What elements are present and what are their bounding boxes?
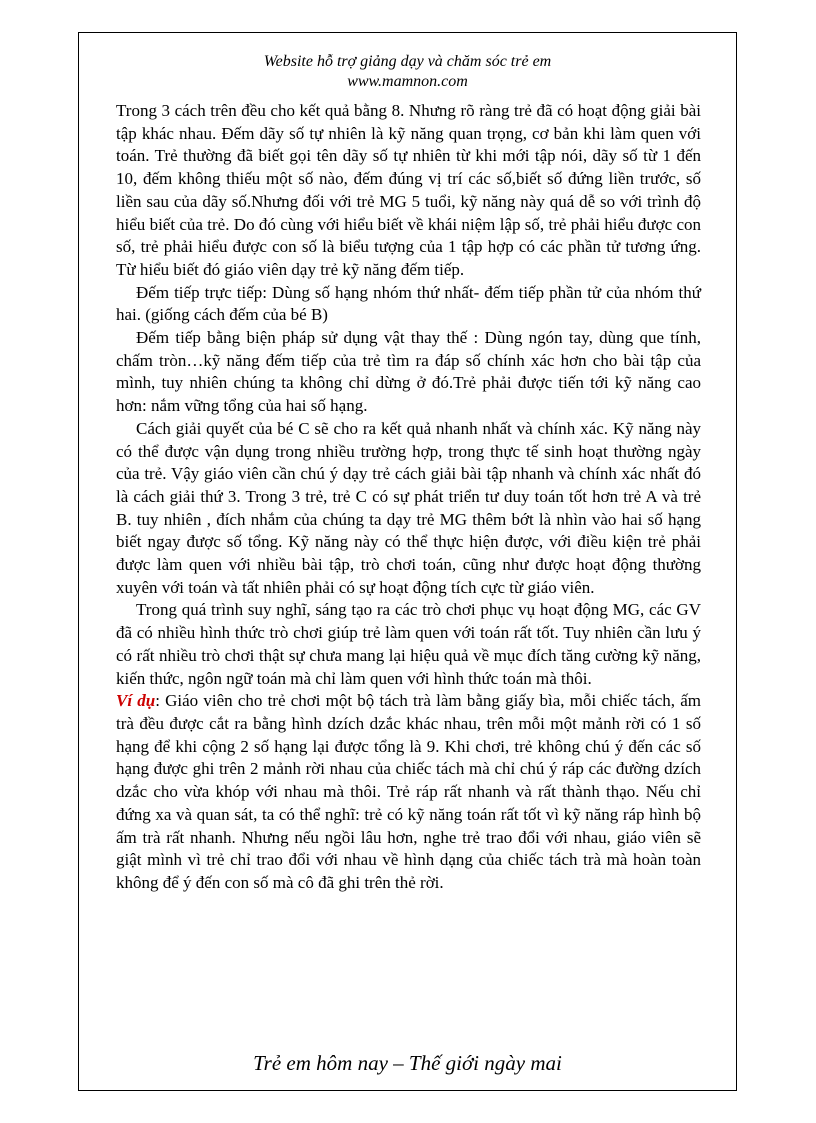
header-site-title: Website hỗ trợ giảng dạy và chăm sóc trẻ em	[263, 53, 552, 70]
paragraph-2: Đếm tiếp trực tiếp: Dùng số hạng nhóm thứ nhất- đếm tiếp phần tử của nhóm thứ hai. (giống cách đếm của bé B)	[116, 282, 701, 325]
paragraph-4: Cách giải quyết của bé C sẽ cho ra kết quả nhanh nhất và chính xác. Kỹ năng này có thể được vận dụng trong nhiều trường hợp, trong thực tế sinh hoạt thường ngày của trẻ. Vậy giáo viên cần chú ý dạy trẻ cách giải bài tập nhanh và chính xác nhất đó là cách giải thứ 3. Trong 3 trẻ, trẻ C có sự phát triển tư duy toán tốt hơn trẻ A và trẻ B. tuy nhiên , đích nhắm của chúng ta dạy trẻ MG thêm bớt là nhìn vào hai số hạng biết ngay được số tổng. Kỹ năng này có thể thực hiện được, với điều kiện trẻ phải được làm quen với nhiều bài tập, trò chơi toán, cũng như được hoạt động thường xuyên với toán và tất nhiên phải có sự hoạt động tích cực từ giáo viên.	[116, 418, 701, 597]
page-footer: Trẻ em hôm nay – Thế giới ngày mai	[253, 1051, 562, 1075]
page-header	[78, 52, 737, 92]
example-text: : Giáo viên cho trẻ chơi một bộ tách trà làm bằng giấy bìa, mỗi chiếc tách, ấm trà đều được cắt ra bằng hình dzích dzắc khác nhau, trên mỗi một mảnh rời có 1 số hạng để khi cộng 2 số hạng lại được tổng là 9. Khi chơi, trẻ không chú ý đến các số hạng được ghi trên 2 mảnh rời nhau của chiếc tách mà chỉ chú ý ráp các đường dzích dzắc cho vừa khóp với nhau mà thôi. Trẻ ráp rất nhanh và rất thành thạo. Nếu chỉ đứng xa và quan sát, ta có thể nghĩ: trẻ có kỹ năng toán rất tốt vì kỹ năng ráp hình bộ ấm trà rất nhanh. Nhưng nếu ngồi lâu hơn, nghe trẻ trao đổi với nhau, giáo viên sẽ giật mình vì trẻ chỉ trao đổi với nhau về hình dạng của chiếc tách trà mà hoàn toàn không để ý đến con số mà cô đã ghi trên thẻ rời.	[116, 691, 701, 892]
paragraph-3: Đếm tiếp bằng biện pháp sử dụng vật thay thế : Dùng ngón tay, dùng que tính, chấm tròn…kỹ năng đếm tiếp của trẻ tìm ra đáp số chính xác hơn cho bài tập của mình, tuy nhiên chúng ta không chỉ dừng ở đó.Trẻ phải được tiến tới kỹ năng cao hơn: nắm vững tổng của hai số hạng.	[116, 328, 701, 416]
header-site-url: www.mamnon.com	[347, 73, 468, 90]
example-paragraph	[116, 690, 701, 894]
example-label: Ví dụ	[116, 691, 156, 711]
document-body	[116, 100, 701, 895]
paragraph-5: Trong quá trình suy nghĩ, sáng tạo ra các trò chơi phục vụ hoạt động MG, các GV đã có nhiều hình thức trò chơi giúp trẻ làm quen với toán rất tốt. Tuy nhiên cần lưu ý có rất nhiều trò chơi thật sự chưa mang lại hiệu quả về mục đích tăng cường kỹ năng, kiến thức, ngôn ngữ toán mà chỉ làm quen với hình thức toán mà thôi.	[116, 600, 701, 688]
paragraph-1: Trong 3 cách trên đều cho kết quả bằng 8. Nhưng rõ ràng trẻ đã có hoạt động giải bài tập khác nhau. Đếm dãy số tự nhiên là kỹ năng quan trọng, cơ bản khi làm quen với toán. Trẻ thường đã biết gọi tên dãy số tự nhiên từ khi mới tập nói, dãy số từ 1 đến 10, đếm không thiếu một số nào, đếm đúng vị trí các số,biết số đứng liền trước, số liền sau của dãy số.Nhưng đối với trẻ MG 5 tuổi, kỹ năng này quá dễ so với trình độ hiểu biết của trẻ. Do đó cùng với hiểu biết về khái niệm lập số, trẻ phải hiểu được con số, trẻ phải hiểu được con số là biểu tượng của 1 tập hợp có các phần tử tương ứng. Từ hiểu biết đó giáo viên dạy trẻ kỹ năng đếm tiếp.	[116, 101, 701, 279]
